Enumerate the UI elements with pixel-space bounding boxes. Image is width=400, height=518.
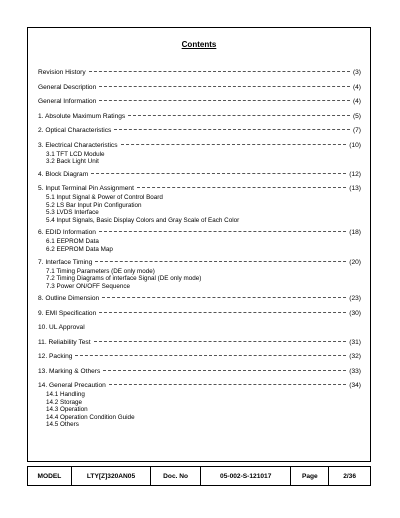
dot-leader bbox=[114, 129, 350, 130]
toc-subentry: 14.4 Operation Condition Guide bbox=[46, 413, 135, 421]
toc-entry bbox=[38, 351, 361, 362]
toc-entry-page: (20) bbox=[349, 258, 361, 266]
toc-entry bbox=[38, 111, 361, 122]
document-footer bbox=[27, 466, 371, 486]
dot-leader bbox=[109, 384, 346, 385]
toc-entry-label: 9. EMI Specification bbox=[38, 309, 97, 317]
toc-entry-page: (34) bbox=[349, 382, 361, 390]
toc-entry-label: 6. EDID Information bbox=[38, 229, 96, 237]
toc-row bbox=[38, 227, 361, 238]
toc-subentry: 6.2 EEPROM Data Map bbox=[46, 245, 113, 253]
toc-entry-page: (12) bbox=[349, 170, 361, 178]
toc-row bbox=[38, 308, 361, 319]
toc-subentry: 3.2 Back Light Unit bbox=[46, 157, 99, 165]
doc-no-value: 05-002-S-121017 bbox=[201, 467, 291, 485]
toc-entry-page: (30) bbox=[349, 309, 361, 317]
dot-leader bbox=[91, 173, 346, 174]
toc-entry bbox=[38, 125, 361, 136]
toc-subentry: 14.1 Handling bbox=[46, 391, 85, 399]
toc-subentry: 7.1 Timing Parameters (DE only mode) bbox=[46, 267, 155, 275]
toc-entry-label: 1. Absolute Maximum Ratings bbox=[38, 112, 126, 120]
dot-leader bbox=[95, 261, 346, 262]
toc-row bbox=[38, 293, 361, 304]
page-label: Page bbox=[291, 467, 329, 485]
dot-leader bbox=[137, 187, 346, 188]
dot-leader bbox=[103, 370, 346, 371]
toc-entry-page: (18) bbox=[349, 229, 361, 237]
toc-row bbox=[38, 183, 361, 194]
page-value: 2/36 bbox=[343, 472, 357, 480]
toc-subentry: 3.1 TFT LCD Module bbox=[46, 150, 105, 158]
toc-entry-label: General Information bbox=[38, 98, 97, 105]
toc-row bbox=[38, 380, 361, 391]
toc-subentry: 5.2 LS Bar Input Pin Configuration bbox=[46, 201, 142, 209]
dot-leader bbox=[75, 355, 346, 356]
toc-row bbox=[38, 322, 361, 333]
toc-entry-label: 14. General Precaution bbox=[38, 382, 106, 390]
toc-subentry: 6.1 EEPROM Data bbox=[46, 238, 99, 246]
toc-subentry: 5.4 Input Signals, Basic Display Colors and Gray Scale of Each Color bbox=[46, 216, 240, 224]
toc-entry-label: 2. Optical Characteristics bbox=[38, 127, 112, 134]
toc-row bbox=[38, 337, 361, 348]
toc-subentry: 7.3 Power ON/OFF Sequence bbox=[46, 282, 130, 290]
contents-frame bbox=[27, 27, 371, 462]
toc-row bbox=[38, 125, 361, 136]
toc-row bbox=[38, 169, 361, 180]
toc-entry bbox=[38, 67, 361, 78]
toc-entry bbox=[38, 257, 361, 290]
toc-row bbox=[38, 67, 361, 78]
dot-leader bbox=[89, 71, 350, 72]
dot-leader bbox=[102, 297, 346, 298]
model-label: MODEL bbox=[28, 467, 72, 485]
toc-entry-label: 13. Marking & Others bbox=[38, 367, 101, 375]
dot-leader bbox=[99, 100, 350, 101]
toc-row bbox=[38, 140, 361, 151]
toc-entry-label: 11. Reliability Test bbox=[38, 338, 91, 346]
toc-entry-label: 10. UL Approval bbox=[38, 324, 85, 332]
toc-entry-label: 5. Input Terminal Pin Assignment bbox=[38, 185, 134, 193]
toc-entry-label: 12. Packing bbox=[38, 353, 73, 361]
toc-row bbox=[38, 82, 361, 93]
toc-subentry: 5.3 LVDS Interface bbox=[46, 209, 99, 217]
toc-entry bbox=[38, 322, 361, 333]
toc-entry bbox=[38, 96, 361, 107]
toc-row bbox=[38, 257, 361, 268]
dot-leader bbox=[99, 86, 350, 87]
toc-entry bbox=[38, 293, 361, 304]
toc-subentry: 5.1 Input Signal & Power of Control Board bbox=[46, 194, 163, 202]
toc-subentry: 7.2 Timing Diagrams of interface Signal (DE only mode) bbox=[46, 275, 202, 283]
toc-entry bbox=[38, 82, 361, 93]
toc-entry bbox=[38, 337, 361, 348]
toc-row bbox=[38, 366, 361, 377]
toc-entry-label: 7. Interface Timing bbox=[38, 258, 93, 266]
toc-entry-page: (23) bbox=[349, 295, 361, 303]
toc-subentry: 14.3 Operation bbox=[46, 406, 88, 414]
toc-entry-page: (13) bbox=[349, 185, 361, 193]
dot-leader bbox=[99, 231, 346, 232]
doc-no-label: Doc. No bbox=[151, 467, 201, 485]
dot-leader bbox=[121, 144, 347, 145]
toc-entry-page: (4) bbox=[352, 98, 361, 105]
toc-entry-label: 8. Outline Dimension bbox=[38, 295, 100, 303]
toc-row bbox=[38, 351, 361, 362]
toc-entry-label: General Description bbox=[38, 83, 97, 91]
toc-entry-page: (3) bbox=[352, 69, 361, 76]
toc-entry-page: (10) bbox=[349, 141, 361, 149]
toc-entry-label: 3. Electrical Characteristics bbox=[38, 141, 118, 149]
dot-leader bbox=[94, 341, 347, 342]
toc-entry bbox=[38, 380, 361, 428]
page-title: Contents bbox=[181, 40, 217, 49]
toc-entry bbox=[38, 366, 361, 377]
model-value: LTY[Z]320AN05 bbox=[72, 467, 152, 485]
toc-entry-page: (4) bbox=[352, 83, 361, 91]
toc-row bbox=[38, 96, 361, 107]
dot-leader bbox=[99, 312, 346, 313]
dot-leader bbox=[128, 115, 350, 116]
toc-entry bbox=[38, 308, 361, 319]
toc-entry-page: (31) bbox=[349, 338, 361, 346]
toc-entry bbox=[38, 169, 361, 180]
toc-entry-page: (32) bbox=[349, 353, 361, 361]
toc-entry bbox=[38, 183, 361, 224]
toc-entry-page: (33) bbox=[349, 367, 361, 375]
toc-entry-label: 4. Block Diagram bbox=[38, 170, 89, 178]
toc-row bbox=[38, 111, 361, 122]
toc-entry bbox=[38, 140, 361, 166]
toc-subentry: 14.2 Storage bbox=[46, 398, 83, 406]
toc-list bbox=[38, 67, 361, 432]
toc-subentry: 14.5 Others bbox=[46, 421, 79, 429]
toc-entry-label: Revision History bbox=[38, 69, 86, 76]
toc-entry-page: (5) bbox=[352, 112, 361, 120]
toc-entry bbox=[38, 227, 361, 253]
toc-entry-page: (7) bbox=[352, 127, 361, 134]
